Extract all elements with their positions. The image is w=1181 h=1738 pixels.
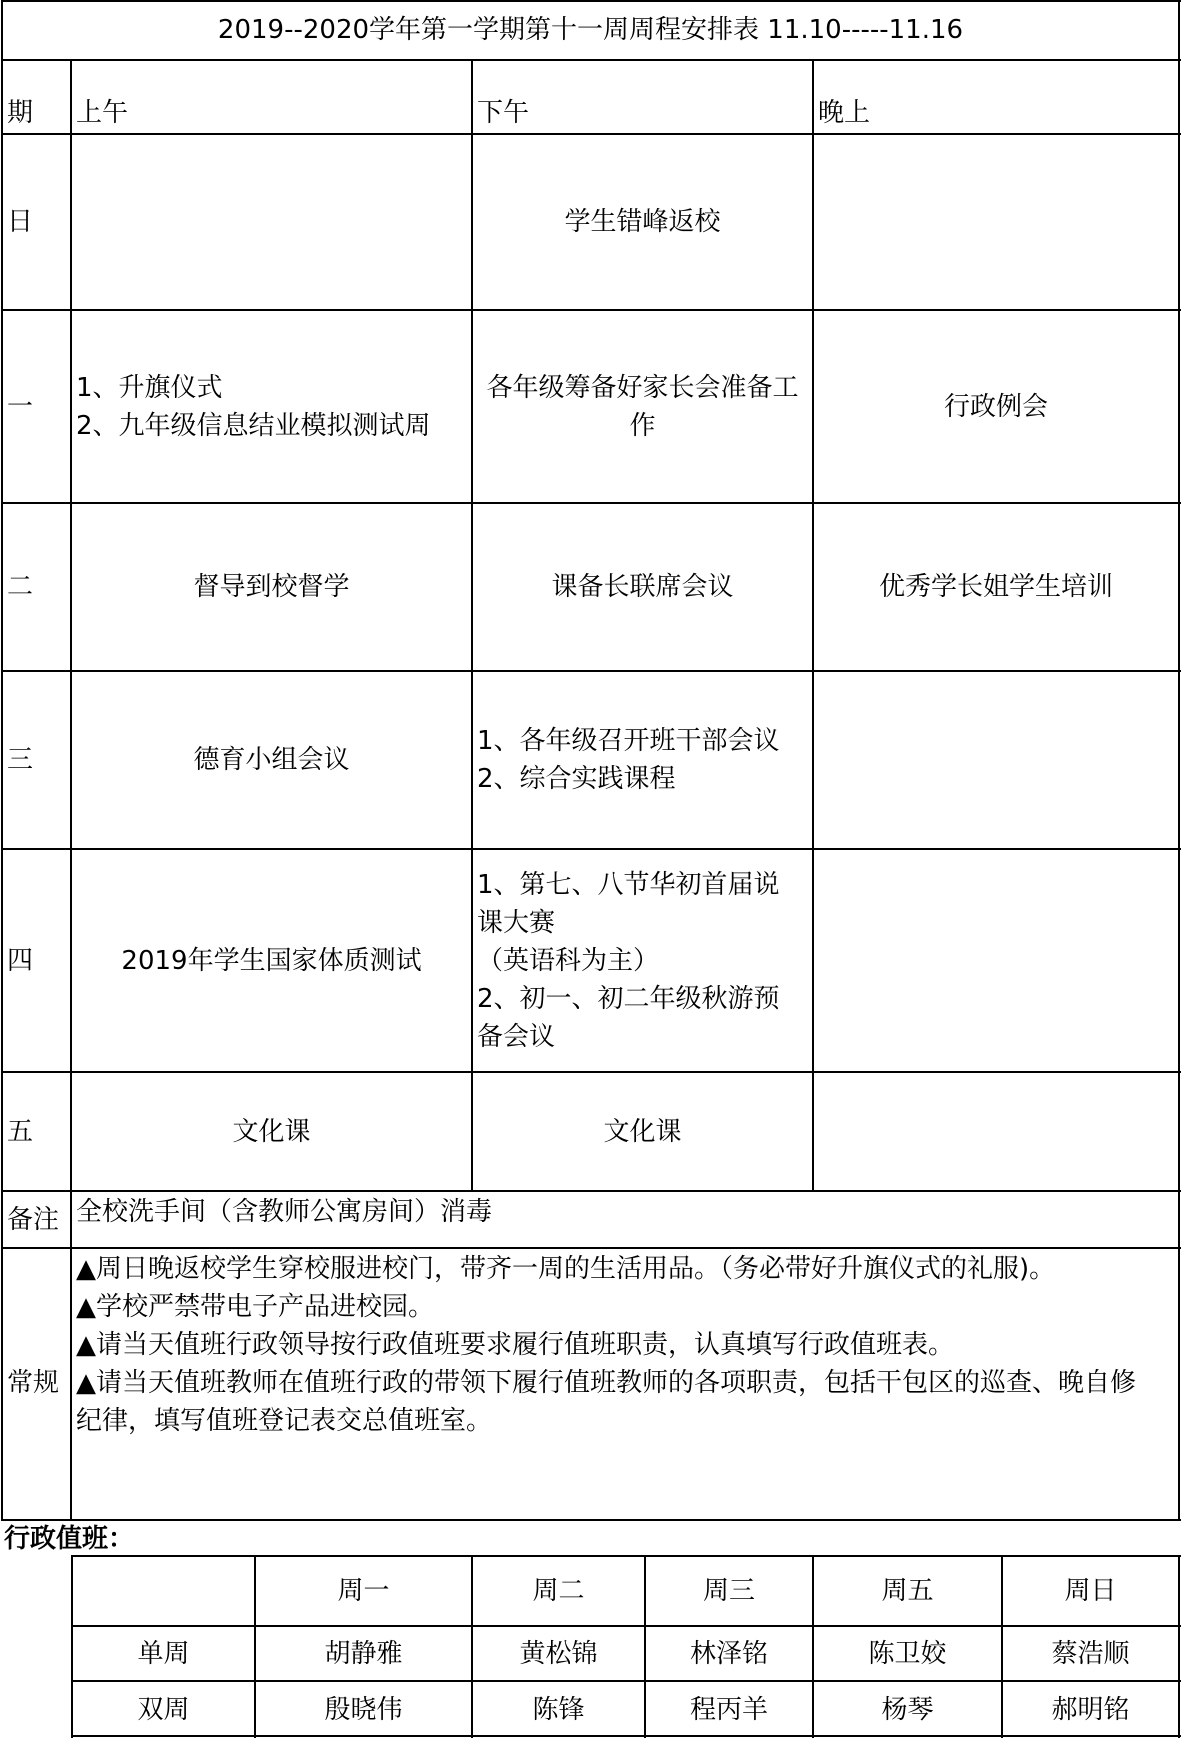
cell-afternoon bbox=[472, 310, 813, 503]
duty-column-header-text: 周五 bbox=[881, 1576, 934, 1606]
cell-morning bbox=[71, 1072, 472, 1191]
day-label-text: 一 bbox=[7, 391, 34, 422]
routine-text bbox=[71, 1248, 1179, 1520]
duty-cell-text: 程丙羊 bbox=[689, 1694, 768, 1725]
duty-column-header-text: 周三 bbox=[702, 1576, 755, 1606]
day-label bbox=[2, 503, 71, 671]
day-label-text: 四 bbox=[7, 945, 34, 976]
cell-afternoon bbox=[472, 671, 813, 849]
cell-text-line: 2、九年级信息结业模拟测试周 bbox=[76, 410, 431, 441]
duty-name bbox=[255, 1681, 472, 1738]
duty-column-header bbox=[813, 1556, 1002, 1626]
header-evening-text: 晚上 bbox=[818, 98, 871, 128]
day-label bbox=[2, 134, 71, 310]
cell-text-line: 各年级筹备好家长会准备工 bbox=[486, 372, 799, 403]
cell-text-line: 1、升旗仪式 bbox=[76, 372, 223, 403]
duty-cell-text: 陈锋 bbox=[532, 1694, 585, 1725]
cell-afternoon bbox=[472, 134, 813, 310]
cell-morning bbox=[71, 503, 472, 671]
cell-text-line: 课备长联席会议 bbox=[551, 572, 734, 602]
cell-evening bbox=[813, 849, 1179, 1072]
duty-cell-text: 杨琴 bbox=[881, 1694, 934, 1725]
duty-cell-text: 蔡浩顺 bbox=[1051, 1638, 1130, 1669]
duty-column-header bbox=[1002, 1556, 1179, 1626]
duty-column-header-text: 周二 bbox=[532, 1576, 585, 1606]
header-afternoon bbox=[472, 60, 813, 134]
cell-text-line: 1、第七、八节华初首届说 bbox=[477, 869, 780, 900]
cell-morning bbox=[71, 134, 472, 310]
cell-text-line: 文化课 bbox=[232, 1116, 311, 1147]
day-label-text: 五 bbox=[7, 1116, 34, 1147]
cell-evening bbox=[813, 671, 1179, 849]
cell-morning bbox=[71, 671, 472, 849]
cell-text-line: 2、初一、初二年级秋游预 bbox=[477, 983, 780, 1014]
cell-text-line: ▲请当天值班教师在值班行政的带领下履行值班教师的各项职责，包括干包区的巡查、晚自修 bbox=[76, 1368, 1136, 1398]
duty-column-header-text: 周日 bbox=[1064, 1576, 1117, 1606]
cell-afternoon bbox=[472, 1072, 813, 1191]
remarks-content: 全校洗手间（含教师公寓房间）消毒 bbox=[76, 1197, 493, 1227]
duty-title-text: 行政值班： bbox=[4, 1524, 135, 1554]
cell-text-line: 课大赛 bbox=[477, 907, 556, 938]
day-label-text: 二 bbox=[7, 572, 34, 602]
duty-name bbox=[472, 1626, 645, 1681]
page-title bbox=[2, 0, 1179, 60]
header-morning bbox=[71, 60, 472, 134]
cell-afternoon bbox=[472, 503, 813, 671]
duty-cell-text: 胡静雅 bbox=[324, 1638, 403, 1669]
cell-text-line: 纪律，填写值班登记表交总值班室。 bbox=[76, 1406, 493, 1436]
day-label bbox=[2, 671, 71, 849]
header-morning-text: 上午 bbox=[76, 98, 129, 128]
title-text: 2019--2020学年第一学期第十一周周程安排表 11.10-----11.16 bbox=[217, 15, 964, 45]
duty-name bbox=[472, 1681, 645, 1738]
duty-cell-text: 林泽铭 bbox=[689, 1638, 768, 1669]
header-day-text: 期 bbox=[7, 98, 34, 128]
remarks-text bbox=[71, 1191, 1179, 1248]
duty-column-header bbox=[645, 1556, 813, 1626]
cell-text-line: 1、各年级召开班干部会议 bbox=[477, 726, 780, 756]
cell-text-line: 备会议 bbox=[477, 1021, 556, 1052]
cell-evening bbox=[813, 1072, 1179, 1191]
cell-morning bbox=[71, 849, 472, 1072]
day-label bbox=[2, 1072, 71, 1191]
duty-column-header bbox=[72, 1556, 255, 1626]
day-label-text: 三 bbox=[7, 745, 34, 775]
cell-text-line: ▲请当天值班行政领导按行政值班要求履行值班职责，认真填写行政值班表。 bbox=[76, 1330, 954, 1360]
cell-afternoon bbox=[472, 849, 813, 1072]
duty-name bbox=[813, 1681, 1002, 1738]
duty-name bbox=[1002, 1626, 1179, 1681]
duty-cell-text: 单周 bbox=[137, 1638, 190, 1669]
cell-text-line: ▲学校严禁带电子产品进校园。 bbox=[76, 1292, 434, 1322]
cell-text-line: 优秀学长姐学生培训 bbox=[878, 572, 1113, 602]
duty-name bbox=[813, 1626, 1002, 1681]
cell-text-line: 德育小组会议 bbox=[193, 745, 350, 775]
header-evening bbox=[813, 60, 1179, 134]
cell-text-line: 学生错峰返校 bbox=[564, 207, 721, 237]
cell-evening bbox=[813, 503, 1179, 671]
cell-text-line: 2、综合实践课程 bbox=[477, 764, 676, 794]
duty-cell-text: 陈卫姣 bbox=[868, 1638, 947, 1669]
routine-label-text: 常规 bbox=[7, 1368, 60, 1398]
duty-week-label bbox=[72, 1626, 255, 1681]
duty-cell-text: 黄松锦 bbox=[519, 1638, 598, 1669]
day-label bbox=[2, 310, 71, 503]
cell-morning bbox=[71, 310, 472, 503]
cell-text-line: 作 bbox=[629, 410, 656, 441]
cell-text-line: 督导到校督学 bbox=[193, 572, 350, 602]
duty-title bbox=[4, 1522, 300, 1556]
duty-cell-text: 双周 bbox=[137, 1694, 190, 1725]
duty-column-header-text: 周一 bbox=[337, 1576, 390, 1606]
day-label-text: 日 bbox=[7, 207, 34, 237]
duty-cell-text: 郝明铭 bbox=[1051, 1694, 1130, 1725]
duty-column-header bbox=[472, 1556, 645, 1626]
routine-label bbox=[2, 1248, 71, 1520]
cell-text-line: ▲周日晚返校学生穿校服进校门，带齐一周的生活用品。（务必带好升旗仪式的礼服)。 bbox=[76, 1254, 1056, 1284]
duty-name bbox=[645, 1681, 813, 1738]
duty-name bbox=[1002, 1681, 1179, 1738]
day-label bbox=[2, 849, 71, 1072]
duty-name bbox=[255, 1626, 472, 1681]
remarks-label bbox=[2, 1191, 71, 1248]
cell-text-line: 2019年学生国家体质测试 bbox=[121, 945, 422, 976]
duty-cell-text: 殷晓伟 bbox=[324, 1694, 403, 1725]
cell-text-line: （英语科为主） bbox=[477, 945, 660, 976]
header-day bbox=[2, 60, 71, 134]
remarks-label-text: 备注 bbox=[7, 1204, 60, 1235]
cell-text-line: 行政例会 bbox=[943, 391, 1048, 422]
cell-evening bbox=[813, 310, 1179, 503]
header-afternoon-text: 下午 bbox=[477, 98, 530, 128]
cell-text-line: 文化课 bbox=[603, 1116, 682, 1147]
cell-evening bbox=[813, 134, 1179, 310]
duty-week-label bbox=[72, 1681, 255, 1738]
duty-name bbox=[645, 1626, 813, 1681]
duty-column-header bbox=[255, 1556, 472, 1626]
